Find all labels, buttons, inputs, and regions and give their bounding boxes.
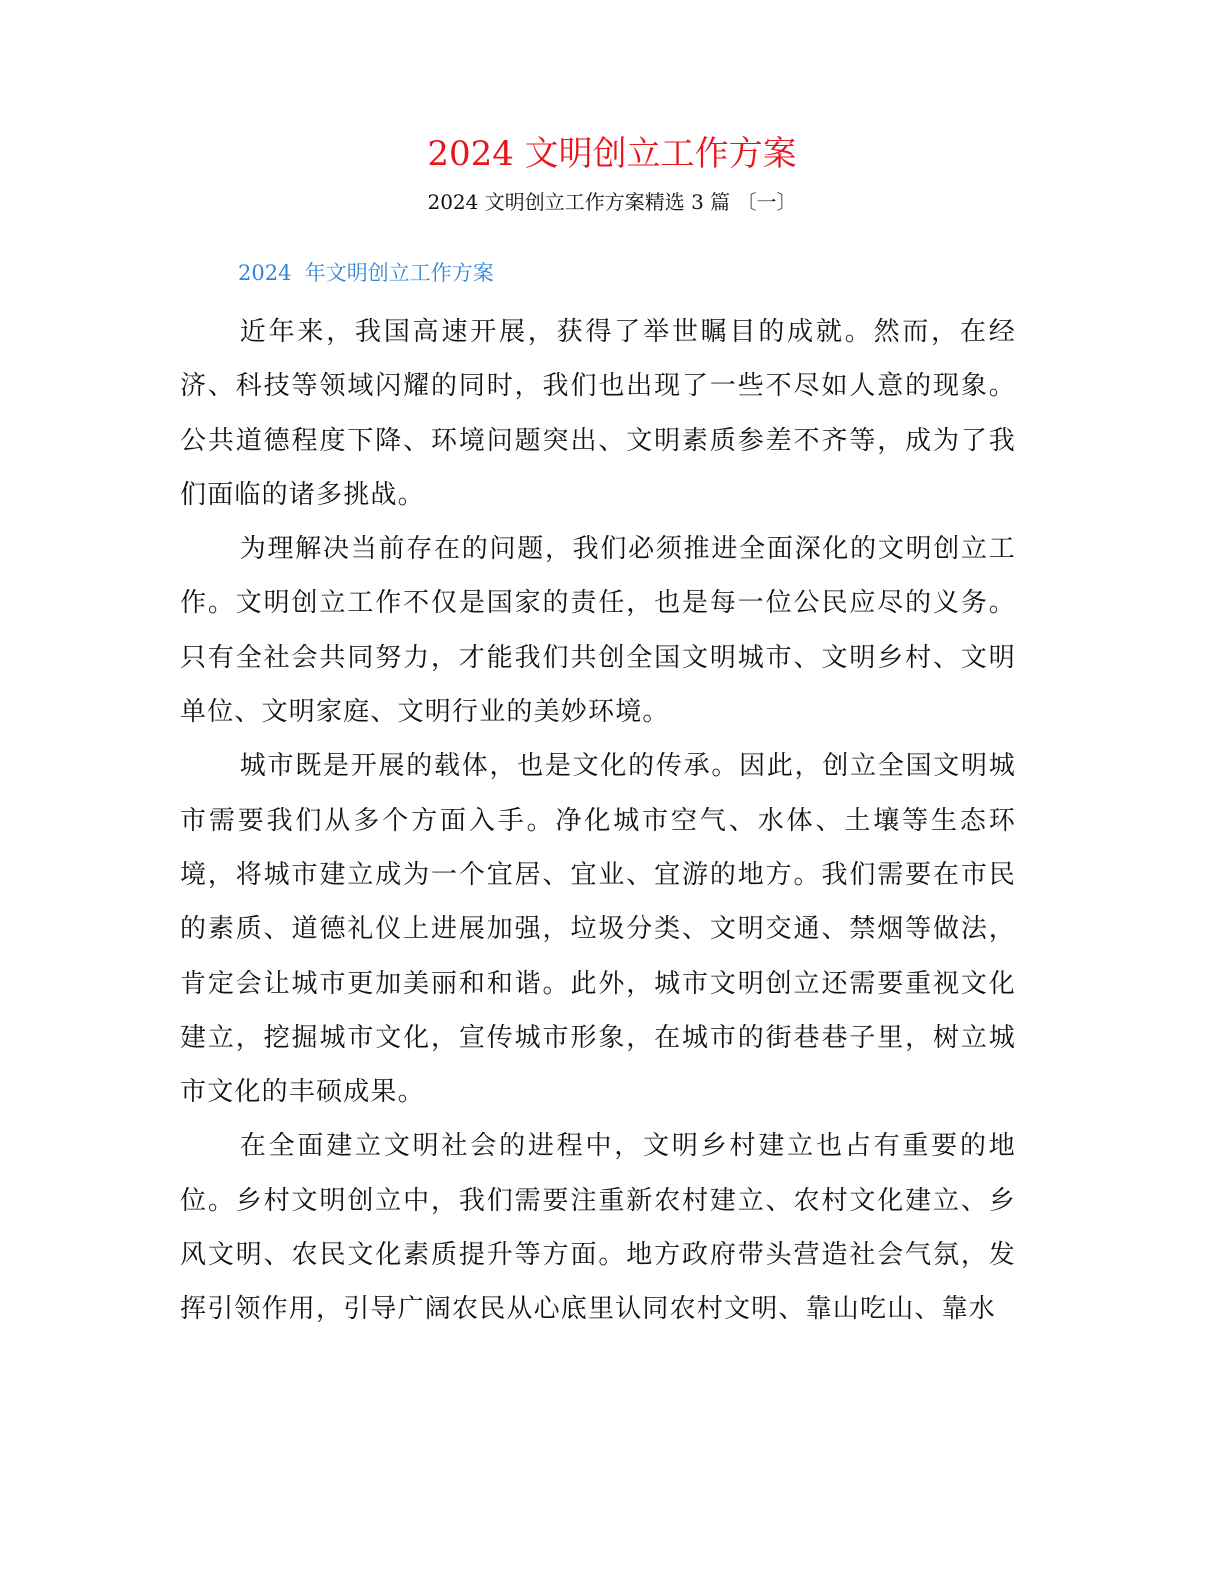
document-subtitle: 2024 文明创立工作方案精选 3 篇 〔一〕 [427,190,797,214]
document-title: 2024 文明创立工作方案 [427,134,797,174]
document-body [180,305,1016,1337]
paragraph-2: 为理解决当前存在的问题，我们必须推进全面深化的文明创立工作。文明创立工作不仅是国家的责任，也是每一位公民应尽的义务。只有全社会共同努力，才能我们共创全国文明城市、文明乡村、文明单位、文明家庭、文明行业的美妙环境。 [180,534,1016,728]
paragraph-4: 在全面建立文明社会的进程中，文明乡村建立也占有重要的地位。乡村文明创立中，我们需要注重新农村建立、农村文化建立、乡风文明、农民文化素质提升等方面。地方政府带头营造社会气氛，发挥引领作用，引导广阔农民从心底里认同农村文明、靠山吃山、靠水 [180,1131,1016,1325]
section-heading-link[interactable]: 2024 年文明创立工作方案 [238,261,494,285]
paragraph-1: 近年来，我国高速开展，获得了举世瞩目的成就。然而，在经济、科技等领域闪耀的同时，我们也出现了一些不尽如人意的现象。公共道德程度下降、环境问题突出、文明素质参差不齐等，成为了我们面临的诸多挑战。 [180,317,1016,510]
paragraph-3: 城市既是开展的载体，也是文化的传承。因此，创立全国文明城市需要我们从多个方面入手。净化城市空气、水体、土壤等生态环境，将城市建立成为一个宜居、宜业、宜游的地方。我们需要在市民的素质、道德礼仪上进展加强，垃圾分类、文明交通、禁烟等做法，肯定会让城市更加美丽和和谐。此外，城市文明创立还需要重视文化建立，挖掘城市文化，宣传城市形象，在城市的街巷巷子里，树立城市文化的丰硕成果。 [180,751,1016,1108]
